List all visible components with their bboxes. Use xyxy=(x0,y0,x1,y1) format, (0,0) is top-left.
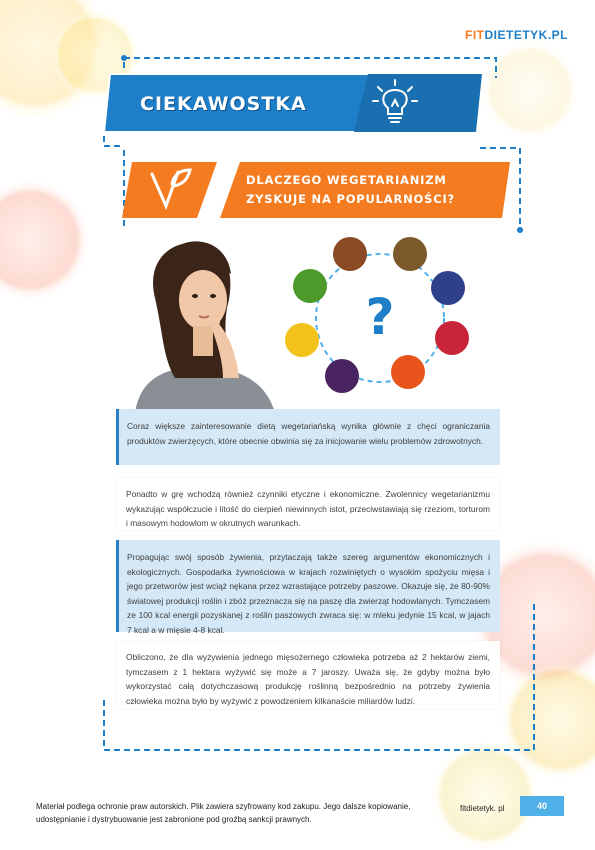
thinking-woman-image xyxy=(115,238,285,413)
food-ring-illustration xyxy=(280,236,480,396)
paragraph-box: Coraz większe zainteresowanie dietą wegetariańską wynika głównie z chęci ograniczania produktów zwierzęcych, które obecnie obwinia się za inicjowanie wielu problemów zdrowotnych. xyxy=(116,409,500,465)
page-number: 40 xyxy=(520,796,564,816)
lettuce-food xyxy=(293,269,327,303)
paragraph-box: Propagując swój sposób żywienia, przytaczają także szereg argumentów ekonomicznych i ekologicznych. Gospodarka żywnościowa w krajach rozwiniętych o wysokim spożyciu mięsa i jego przetworów jest wciąż nękana przez wzrastające potrzeby paszowe. Okazuje się, że 80-90% światowej produkcji roślin i zbóż przeznacza się na paszę dla zwierząt hodowlanych. Tymczasem ze 100 kcal energii pozyskanej z roślin paszowych zwraca się: w mleku jedynie 15 kcal, w jajach 7 kcal a w mięsie 4-8 kcal. xyxy=(116,540,500,632)
logo-fit: FIT xyxy=(465,28,485,42)
grapes-food xyxy=(325,359,359,393)
question-line-1: DLACZEGO WEGETARIANIZM xyxy=(246,173,447,187)
walnuts-food xyxy=(393,237,427,271)
question-line-2: ZYSKUJE NA POPULARNOŚCI? xyxy=(246,192,455,206)
question-heading xyxy=(246,171,506,209)
nuts-food xyxy=(333,237,367,271)
carrots-food xyxy=(391,355,425,389)
lightbulb-icon xyxy=(372,78,418,130)
paragraph-box: Ponadto w grę wchodzą również czynniki etyczne i ekonomiczne. Zwolennicy wegetarianizmu wykazując współczucie i litość do cierpień niewinnych istot, przeciwstawiają się rzeziom, torturom i masowym hodowlom w okrutnych warunkach. xyxy=(116,478,500,530)
blueberries-food xyxy=(431,271,465,305)
footer-brand: fitdietetyk. pl xyxy=(460,804,505,813)
page-title: CIEKAWOSTKA xyxy=(140,93,307,115)
copyright-notice: Materiał podlega ochronie praw autorskich. Plik zawiera szyfrowany kod zakupu. Jego dalsze kopiowanie, udostępnianie i dystrybuowanie jest zabronione pod groźbą sankcji prawnych. xyxy=(36,802,411,824)
lemon-food xyxy=(285,323,319,357)
leaf-icon xyxy=(148,166,192,212)
question-mark: ? xyxy=(365,288,395,346)
paragraph-box: Obliczono, że dla wyżywienia jednego mięsożernego człowieka potrzeba aż 2 hektarów ziemi, tymczasem z 1 hektara wyżywić się może a 7 jaroszy. Uważa się, że gdyby można było wykorzystać całą dotychczasową produkcję roślinną bezpośrednio na potrzeby żywienia człowieka można było by wyżywić z powodzeniem kilkanaście miliardów ludzi. xyxy=(116,641,500,709)
logo-rest: DIETETYK.PL xyxy=(484,28,569,42)
radish-food xyxy=(435,321,469,355)
